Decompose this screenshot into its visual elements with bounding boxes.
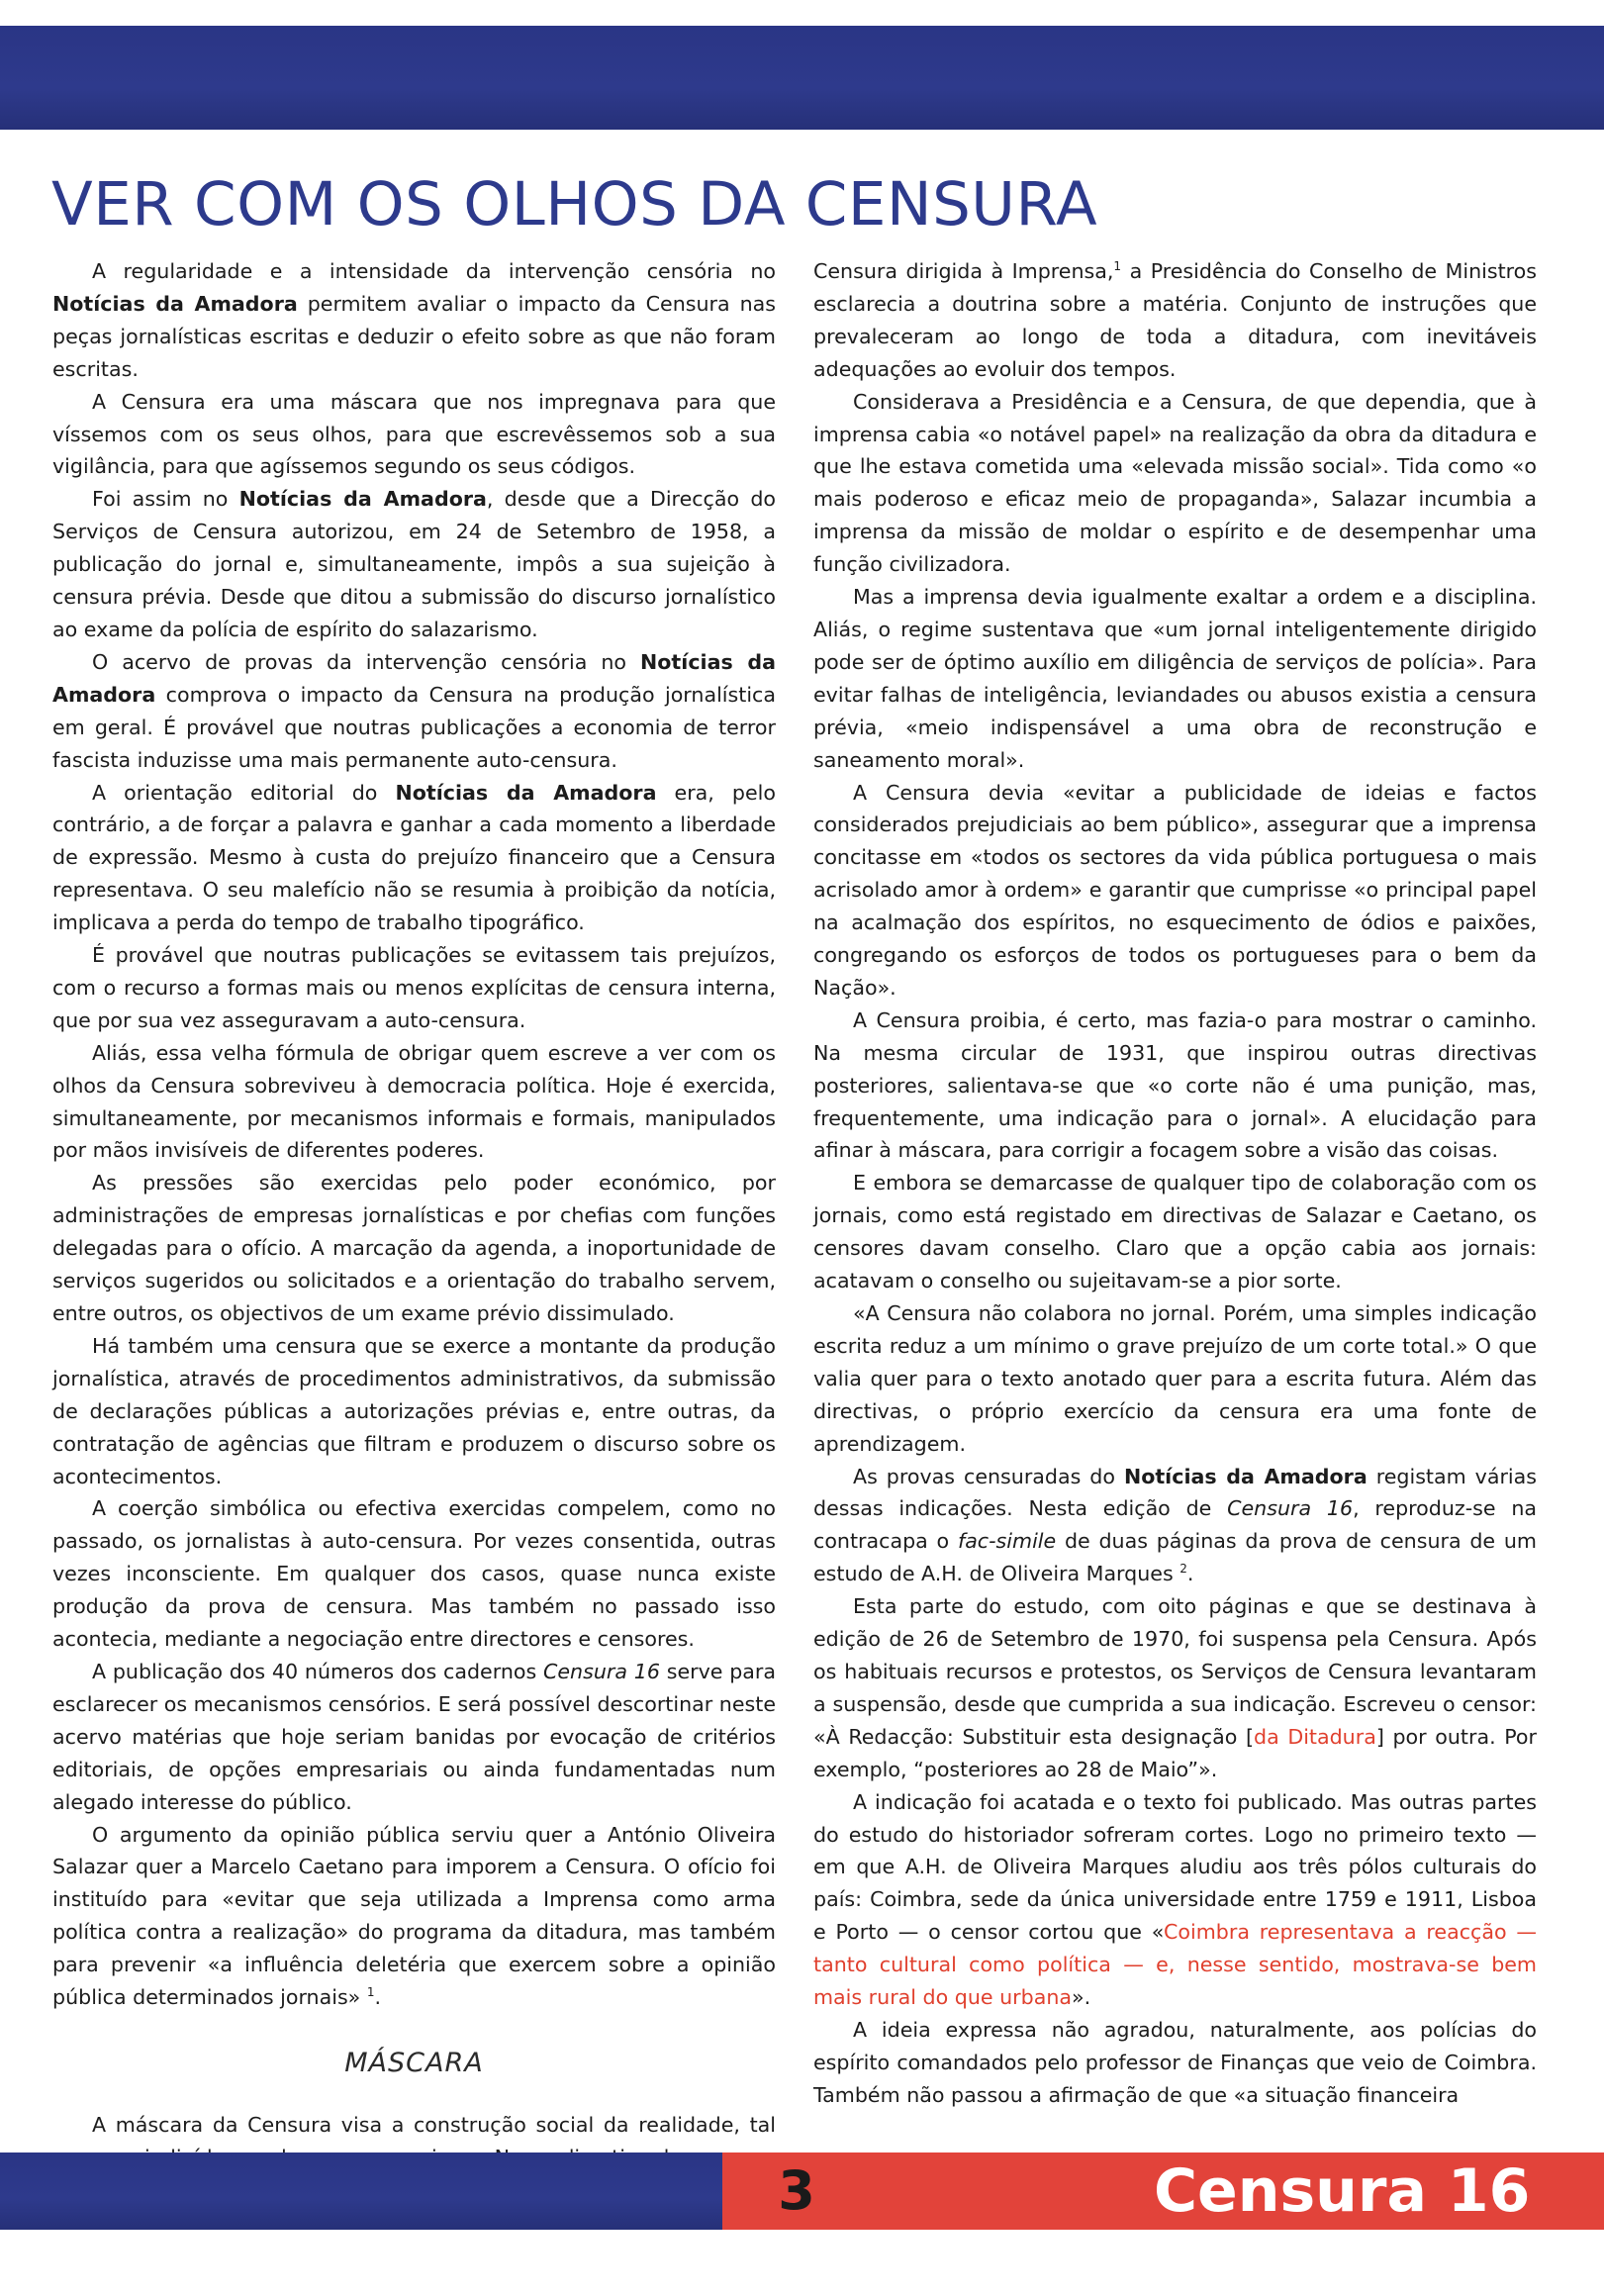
top-color-band	[0, 26, 1604, 130]
paragraph: As pressões são exercidas pelo poder económico, por administrações de empresas jornalísticas e por chefias com funções delegadas para o ofício. A marcação da agenda, a inoportunidade de serviços sugeridos ou solicitados e a orientação do trabalho servem, entre outros, os objectivos de um exame prévio dissimulado.	[52, 1171, 776, 1325]
paragraph: A máscara da Censura visa a construção social da realidade, tal	[92, 2112, 776, 2137]
page-number: 3	[778, 2159, 815, 2222]
paragraph: A orientação editorial do Notícias da Amadora era, pelo contrário, a de forçar a palavra e ganhar a cada momento a liberdade de expressão. Mesmo à custa do prejuízo financeiro que a Censura representava. O seu malefício não se resumia à proibição da notícia, implicava a perda do tempo de trabalho tipográfico.	[52, 780, 776, 935]
publication-name: Censura 16	[1154, 2156, 1531, 2226]
paragraph: É provável que noutras publicações se evitassem tais prejuízos, com o recurso a formas mais ou menos explícitas de censura interna, que por sua vez asseguravam a auto-censura.	[52, 943, 776, 1032]
paragraph: Foi assim no Notícias da Amadora, desde que a Direcção do Serviços de Censura autorizou, em 24 de Setembro de 1958, a publicação do jornal e, simultaneamente, impôs a sua sujeição à censura prévia. Desde que ditou a submissão do discurso jornalístico ao exame da polícia de espírito do salazarismo.	[52, 487, 776, 641]
page-title: VER COM OS OLHOS DA CENSURA	[51, 169, 1098, 239]
paragraph: Aliás, essa velha fórmula de obrigar quem escreve a ver com os olhos da Censura sobreviveu à democracia política. Hoje é exercida, simultaneamente, por mecanismos informais e formais, manipulados por mãos invisíveis de diferentes poderes.	[52, 1040, 776, 1163]
paragraph: O argumento da opinião pública serviu quer a António Oliveira Salazar quer a Marcelo Caetano para imporem a Censura. O ofício foi instituído para «evitar que seja utilizada a Imprensa como arma política contra a realização» do programa da ditadura, mas também para prevenir «a influência deletéria que exercem sobre a opinião pública determinados jornais» $^1$.	[52, 1822, 776, 2010]
paragraph: E embora se demarcasse de qualquer tipo de colaboração com os jornais, como está registado em directivas de Salazar e Caetano, os censores davam conselho. Claro que a opção cabia aos jornais: acatavam o conselho ou sujeitavam-se a pior sorte.	[813, 1171, 1537, 1293]
section-heading: MÁSCARA	[344, 2047, 484, 2078]
text-column-left	[52, 255, 776, 2174]
paragraph: Há também uma censura que se exerce a montante da produção jornalística, através de procedimentos administrativos, da submissão de declarações públicas a autorizações prévias e, entre outras, da contratação de agências que filtram e produzem o discurso sobre os acontecimentos.	[52, 1333, 776, 1488]
censored-text: da Ditadura	[1254, 1724, 1376, 1749]
paragraph: A publicação dos 40 números dos cadernos Censura 16 serve para esclarecer os mecanismos censórios. E será possível descortinar neste acervo matérias que hoje seriam banidas por evocação de critérios editoriais, de opções empresariais ou ainda fundamentadas num alegado interesse do público.	[52, 1659, 776, 1814]
paragraph: A Censura devia «evitar a publicidade de ideias e factos considerados prejudiciais ao bem público», assegurar que a imprensa concitasse em «todos os sectores da vida pública portuguesa o mais acrisolado amor à ordem» e garantir que cumprisse «o principal papel na acalmação dos espíritos, no esquecimento de ódios e paixões, congregando os esforços de todos os portugueses para o bem da Nação».	[813, 780, 1537, 1000]
footnote-ref: 1	[366, 1985, 375, 2000]
paragraph: Censura dirigida à Imprensa,$^1$ a Presidência do Conselho de Ministros esclarecia a doutrina sobre a matéria. Conjunto de instruções que prevaleceram ao longo de toda a ditadura, com inevitáveis adequações ao evoluir dos tempos.	[813, 259, 1537, 381]
footer-band-blue	[0, 2152, 722, 2230]
paragraph: «A Censura não colabora no jornal. Porém, uma simples indicação escrita reduz a um mínimo o grave prejuízo de um corte total.» O que valia quer para o texto anotado quer para a escrita futura. Além das directivas, o próprio exercício da censura era uma fonte de aprendizagem.	[813, 1301, 1537, 1456]
paragraph: Mas a imprensa devia igualmente exaltar a ordem e a disciplina. Aliás, o regime sustentava que «um jornal inteligentemente dirigido pode ser de óptimo auxílio em diligência de serviços de polícia». Para evitar falhas de inteligência, leviandades ou abusos existia a censura prévia, «meio indispensável a uma obra de reconstrução e saneamento moral».	[813, 585, 1537, 772]
censored-text: Coimbra representava a reacção — tanto cultural como política — e, nesse sentido, mostrava-se bem mais rural do que urbana	[813, 1920, 1537, 2010]
paragraph: A ideia expressa não agradou, naturalmente, aos polícias do espírito comandados pelo professor de Finanças que veio de Coimbra. Também não passou a afirmação de que «a situação financeira	[813, 2017, 1537, 2107]
paragraph: A coerção simbólica ou efectiva exercidas compelem, como no passado, os jornalistas à auto-censura. Por vezes consentida, outras vezes inconsciente. Em qualquer dos casos, quase nunca existe produção da prova de censura. Mas também no passado isso acontecia, mediante a negociação entre directores e censores.	[52, 1496, 776, 1652]
footnote-ref: 1	[1113, 259, 1122, 274]
paragraph: Esta parte do estudo, com oito páginas e que se destinava à edição de 26 de Setembro de 1970, foi suspensa pela Censura. Após os habituais recursos e protestos, os Serviços de Censura levantaram a suspensão, desde que cumprida a sua indicação. Escreveu o censor: «À Redacção: Substituir esta designação [da Ditadura] por outra. Por exemplo, “posteriores ao 28 de Maio”».	[813, 1594, 1537, 1781]
paragraph: A Censura proibia, é certo, mas fazia-o para mostrar o caminho. Na mesma circular de 1931, que inspirou outras directivas posteriores, salientava-se que «o corte não é uma punição, mas, frequentemente, uma indicação para o jornal». A elucidação para afinar à máscara, para corrigir a focagem sobre a visão das coisas.	[813, 1007, 1537, 1163]
paragraph: Considerava a Presidência e a Censura, de que dependia, que à imprensa cabia «o notável papel» na realização da obra da ditadura e que lhe estava cometida uma «elevada missão social». Tida como «o mais poderoso e eficaz meio de propaganda», Salazar incumbia a imprensa da missão de moldar o espírito e de desempenhar uma função civilizadora.	[813, 389, 1537, 577]
text-column-right	[813, 255, 1537, 2112]
paragraph: As provas censuradas do Notícias da Amadora registam várias dessas indicações. Nesta edição de Censura 16, reproduz-se na contracapa o fac-simile de duas páginas da prova de censura de um estudo de A.H. de Oliveira Marques $^2$.	[813, 1464, 1537, 1586]
paragraph: A regularidade e a intensidade da intervenção censória no Notícias da Amadora permitem avaliar o impacto da Censura nas peças jornalísticas escritas e deduzir o efeito sobre as que não foram escritas.	[52, 259, 776, 381]
paragraph: A Censura era uma máscara que nos impregnava para que víssemos com os seus olhos, para que escrevêssemos sob a sua vigilância, para que agíssemos segundo os seus códigos.	[52, 389, 776, 479]
paragraph: O acervo de provas da intervenção censória no Notícias da Amadora comprova o impacto da Censura na produção jornalística em geral. É provável que noutras publicações a economia de terror fascista induzisse uma mais permanente auto-censura.	[52, 649, 777, 772]
paragraph: A indicação foi acatada e o texto foi publicado. Mas outras partes do estudo do historiador sofreram cortes. Logo no primeiro texto — em que A.H. de Oliveira Marques aludiu aos três pólos culturais do país: Coimbra, sede da única universidade entre 1759 e 1911, Lisboa e Porto — o censor cortou que «Coimbra representava a reacção — tanto cultural como política — e, nesse sentido, mostrava-se bem mais rural do que urbana».	[813, 1789, 1537, 2010]
footnote-ref: 2	[1179, 1562, 1187, 1577]
